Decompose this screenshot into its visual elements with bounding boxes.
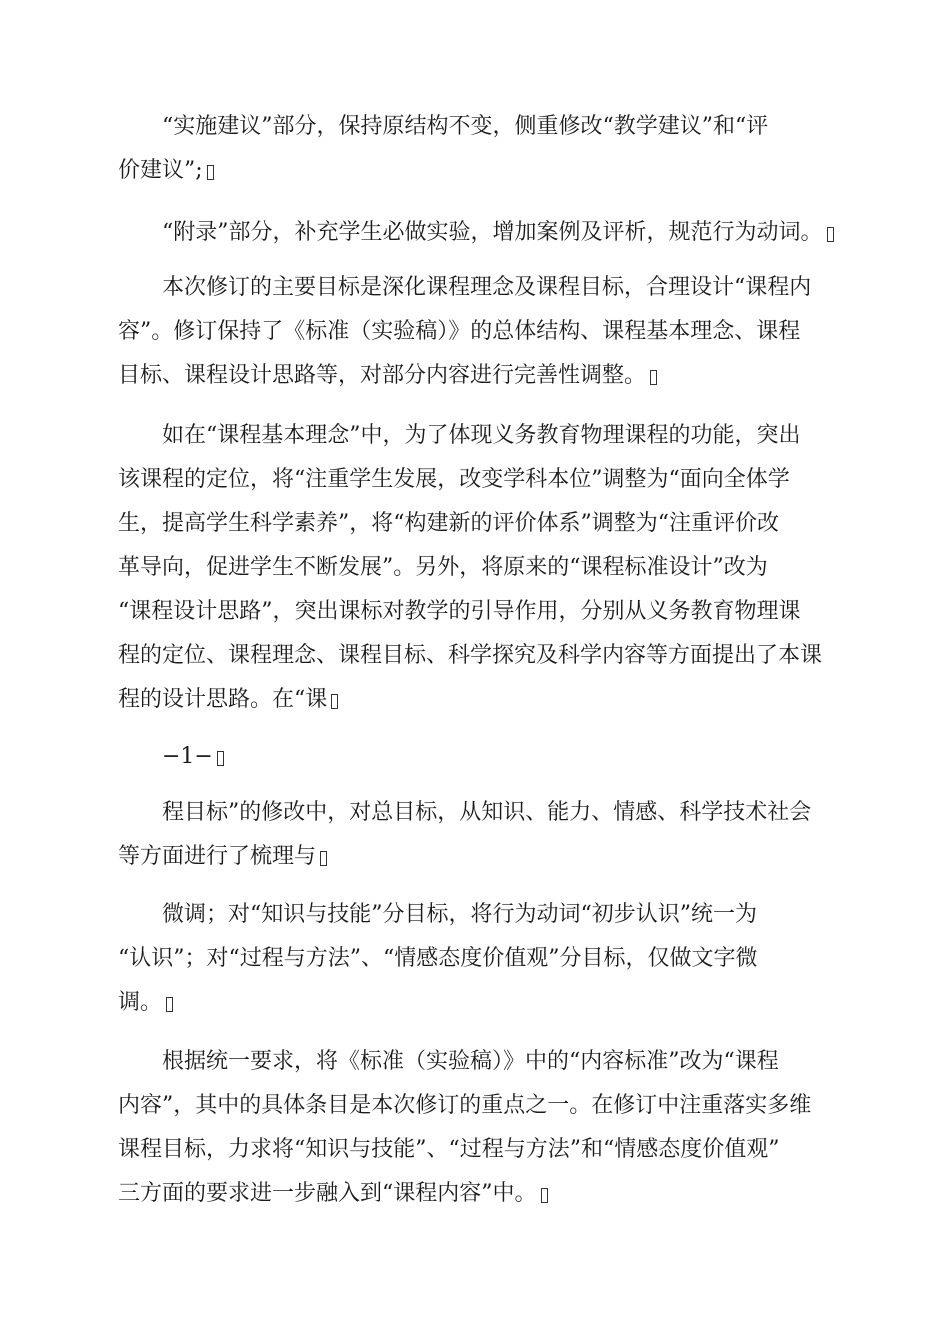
text-line: 革导向，促进学生不断发展”。另外，将原来的“课程标准设计”改为 — [118, 555, 768, 580]
text-line: 内容”，其中的具体条目是本次修订的重点之一。在修订中注重落实多维 — [118, 1093, 812, 1118]
paragraph-mark-icon — [217, 751, 224, 766]
text-line: 目标、课程设计思路等，对部分内容进行完善性调整。 — [118, 363, 647, 388]
text-line: 三方面的要求进一步融入到“课程内容”中。 — [118, 1181, 537, 1206]
text-line: “实施建议”部分，保持原结构不变，侧重修改“教学建议”和“评 — [162, 114, 769, 139]
paragraph-mark-icon — [541, 1188, 548, 1203]
paragraph-appendix — [118, 211, 836, 255]
text-line: “附录”部分，补充学生必做实验，增加案例及评析，规范行为动词。 — [162, 220, 823, 245]
paragraph-mark-icon — [650, 370, 657, 385]
text-line: 价建议”; — [118, 158, 203, 183]
text-line: “课程设计思路”，突出课标对教学的引导作用，分别从义务教育物理课 — [118, 599, 801, 624]
text-line: 微调；对“知识与技能”分目标，将行为动词“初步认识”统一为 — [162, 902, 757, 927]
paragraph-revision-goals — [118, 266, 836, 398]
text-line: 程的设计思路。在“课 — [118, 687, 328, 712]
paragraph-mark-icon — [331, 694, 338, 709]
text-line: 生，提高学生科学素养”，将“构建新的评价体系”调整为“注重评价改 — [118, 511, 779, 536]
paragraph-course-goals — [118, 791, 836, 879]
text-line: 课程目标，力求将“知识与技能”、“过程与方法”和“情感态度价值观” — [118, 1137, 780, 1162]
paragraph-basic-concepts — [118, 414, 836, 722]
paragraph-implementation-advice — [118, 105, 836, 193]
paragraph-fine-tuning — [118, 893, 836, 1025]
text-line: 根据统一要求，将《标准（实验稿）》中的“内容标准”改为“课程 — [162, 1049, 779, 1074]
text-line: 容”。修订保持了《标准（实验稿）》的总体结构、课程基本理念、课程 — [118, 319, 801, 344]
page-number — [118, 735, 836, 779]
paragraph-mark-icon — [166, 997, 173, 1012]
text-line: 等方面进行了梳理与 — [118, 844, 317, 869]
paragraph-mark-icon — [827, 227, 834, 242]
text-line: 程的定位、课程理念、课程目标、科学探究及科学内容等方面提出了本课 — [118, 643, 823, 668]
paragraph-mark-icon — [320, 851, 327, 866]
paragraph-mark-icon — [207, 165, 214, 180]
text-line: 如在“课程基本理念”中，为了体现义务教育物理课程的功能，突出 — [162, 423, 801, 448]
text-line: 本次修订的主要目标是深化课程理念及课程目标，合理设计“课程内 — [162, 275, 812, 300]
text-line: 该课程的定位，将“注重学生发展，改变学科本位”调整为“面向全体学 — [118, 467, 790, 492]
page-number-text: −1− — [162, 744, 213, 769]
text-line: “认识”；对“过程与方法”、“情感态度价值观”分目标，仅做文字微 — [118, 946, 758, 971]
text-line: 调。 — [118, 990, 163, 1015]
paragraph-course-content — [118, 1040, 836, 1216]
text-line: 程目标”的修改中，对总目标，从知识、能力、情感、科学技术社会 — [162, 800, 812, 825]
